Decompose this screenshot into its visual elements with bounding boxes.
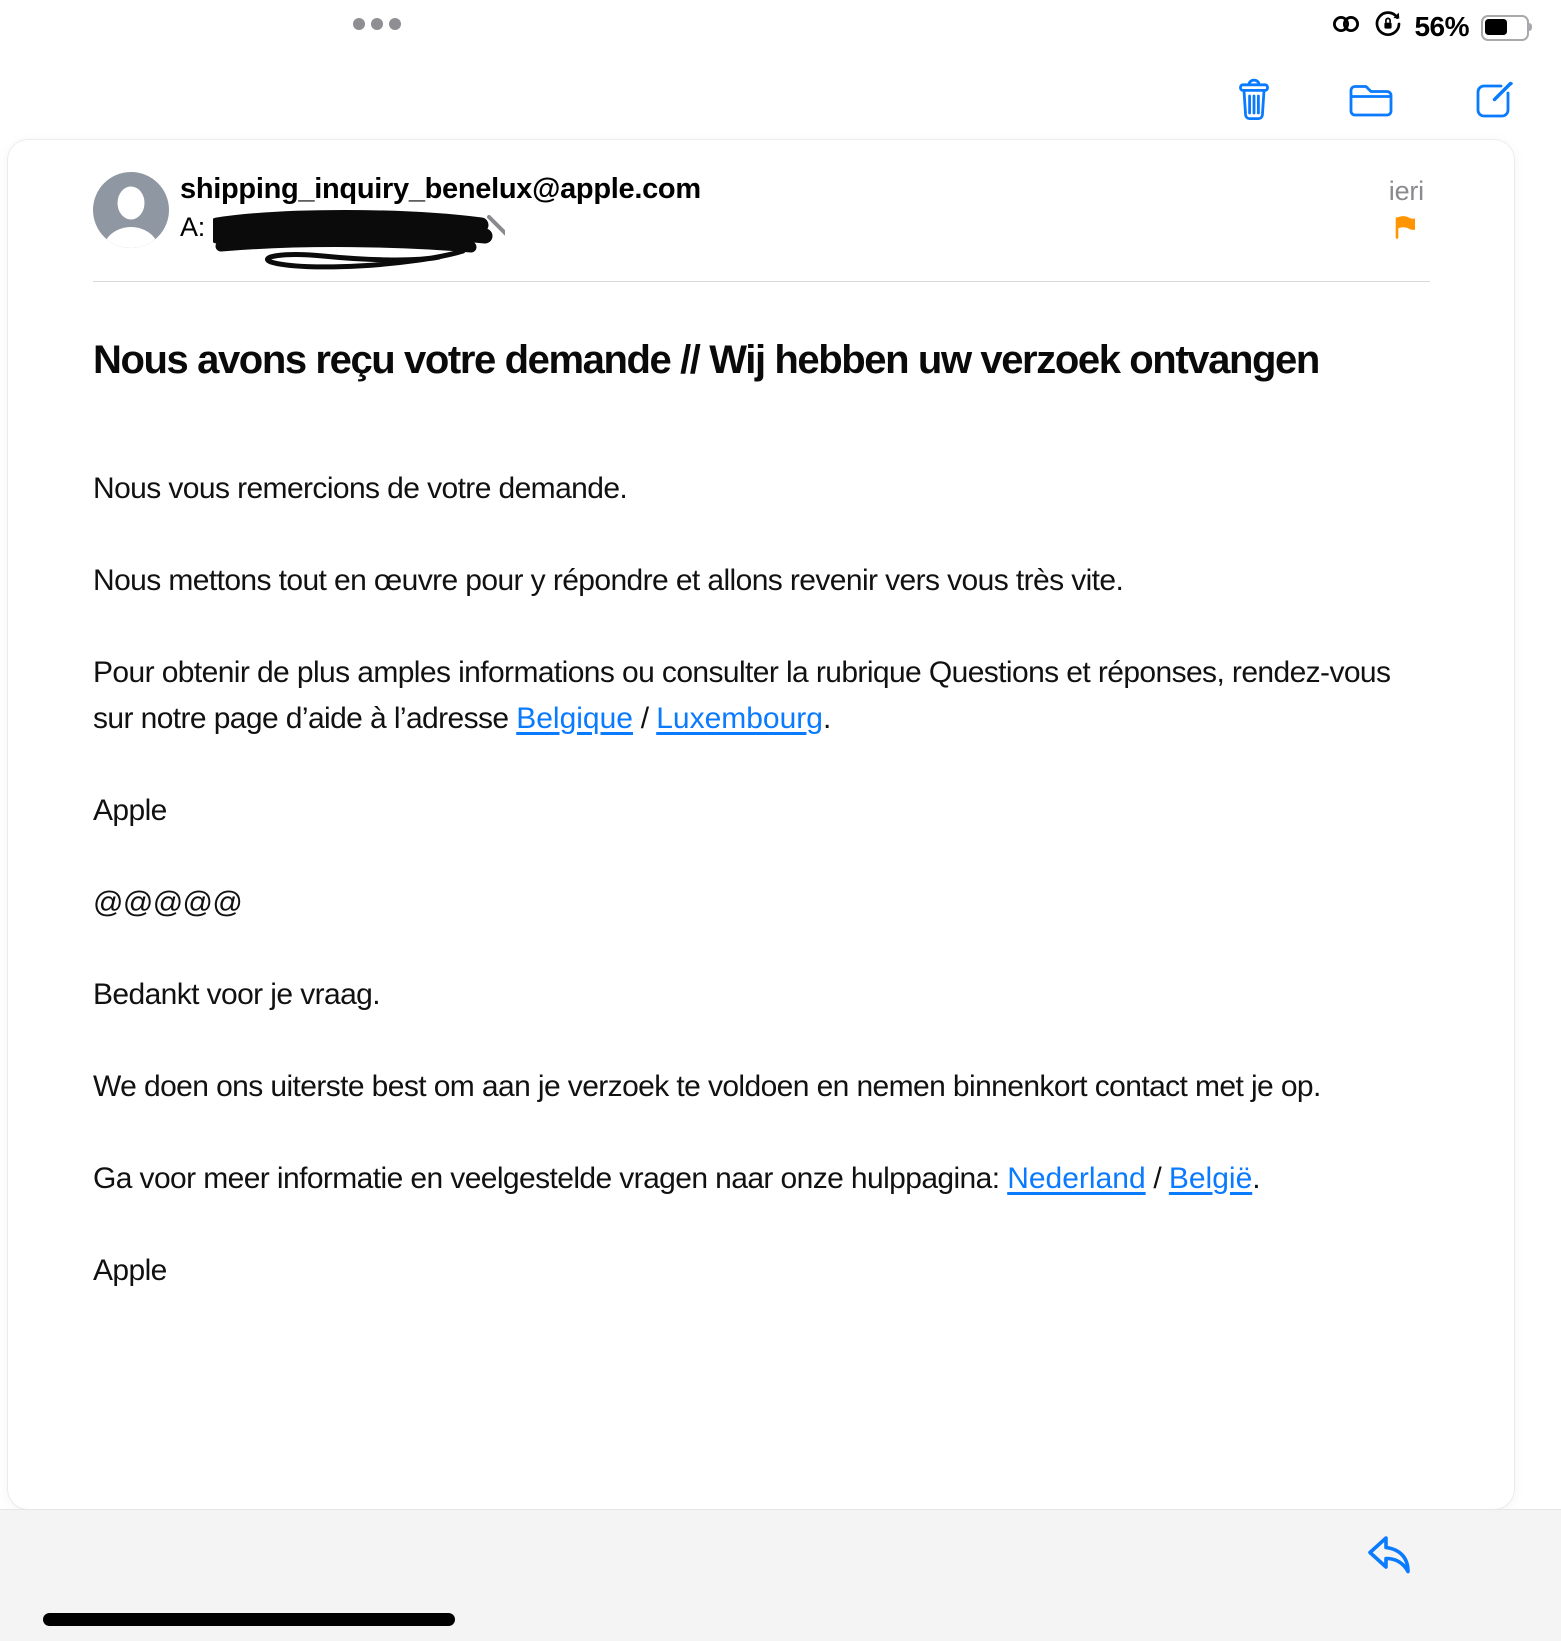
battery-percent: 56% xyxy=(1414,10,1469,42)
sender-avatar-icon xyxy=(93,172,169,248)
body-paragraph: Apple xyxy=(93,1254,167,1287)
personal-hotspot-icon xyxy=(1330,11,1362,42)
body-paragraph xyxy=(93,1156,1422,1202)
message-body xyxy=(8,282,1514,1294)
redaction-scribble xyxy=(213,208,505,277)
body-paragraph: Apple xyxy=(93,794,167,827)
date-label: ieri xyxy=(1388,176,1424,206)
link-belgique[interactable]: Belgique xyxy=(516,702,633,735)
subject: Nous avons reçu votre demande // Wij hebben uw verzoek ontvangen xyxy=(93,338,1319,382)
body-paragraph: Bedankt voor je vraag. xyxy=(93,978,380,1011)
home-indicator[interactable] xyxy=(43,1613,455,1626)
sender-email[interactable]: shipping_inquiry_benelux@apple.com xyxy=(180,173,701,205)
link-luxembourg[interactable]: Luxembourg xyxy=(656,702,823,735)
paragraph-text: . xyxy=(822,702,831,735)
body-paragraph: Nous mettons tout en œuvre pour y répondre et allons revenir vers vous très vite. xyxy=(93,564,1124,597)
to-label: A: xyxy=(180,212,205,242)
link-belgie[interactable]: België xyxy=(1168,1162,1253,1195)
link-nederland[interactable]: Nederland xyxy=(1007,1162,1146,1195)
paragraph-text: Ga voor meer informatie en veelgestelde vragen naar onze hulppagina: xyxy=(93,1162,1008,1195)
status-bar xyxy=(0,0,1561,48)
header-divider xyxy=(93,281,1430,282)
folder-icon xyxy=(1346,112,1396,127)
link-separator: / xyxy=(632,702,657,735)
mail-toolbar xyxy=(0,62,1561,132)
message-card xyxy=(8,140,1514,1509)
link-separator: / xyxy=(1145,1162,1169,1195)
body-paragraph xyxy=(93,650,1422,742)
paragraph-text: . xyxy=(1252,1162,1261,1195)
recipient-row xyxy=(180,210,505,270)
body-paragraph: We doen ons uiterste best om aan je verzoek te voldoen en nemen binnenkort contact met je op. xyxy=(93,1070,1321,1103)
paragraph-text: Pour obtenir de plus amples informations ou consulter la rubrique Questions et réponses, rendez-vous sur notre page d’aide à l’adresse xyxy=(93,656,1391,735)
body-paragraph: @@@@@ xyxy=(93,886,243,919)
flag-icon xyxy=(1392,214,1418,240)
delete-button[interactable] xyxy=(1230,76,1278,124)
body-paragraph: Nous vous remercions de votre demande. xyxy=(93,472,628,505)
trash-icon xyxy=(1231,112,1277,127)
message-header xyxy=(8,140,1514,282)
reply-button[interactable] xyxy=(1363,1530,1415,1578)
compose-button[interactable] xyxy=(1470,76,1518,124)
battery-icon xyxy=(1481,15,1533,39)
orientation-lock-icon xyxy=(1374,10,1402,43)
multitasking-dots-icon[interactable] xyxy=(353,18,401,30)
compose-icon xyxy=(1470,112,1518,127)
reply-icon xyxy=(1363,1566,1415,1581)
move-to-folder-button[interactable] xyxy=(1346,76,1394,124)
